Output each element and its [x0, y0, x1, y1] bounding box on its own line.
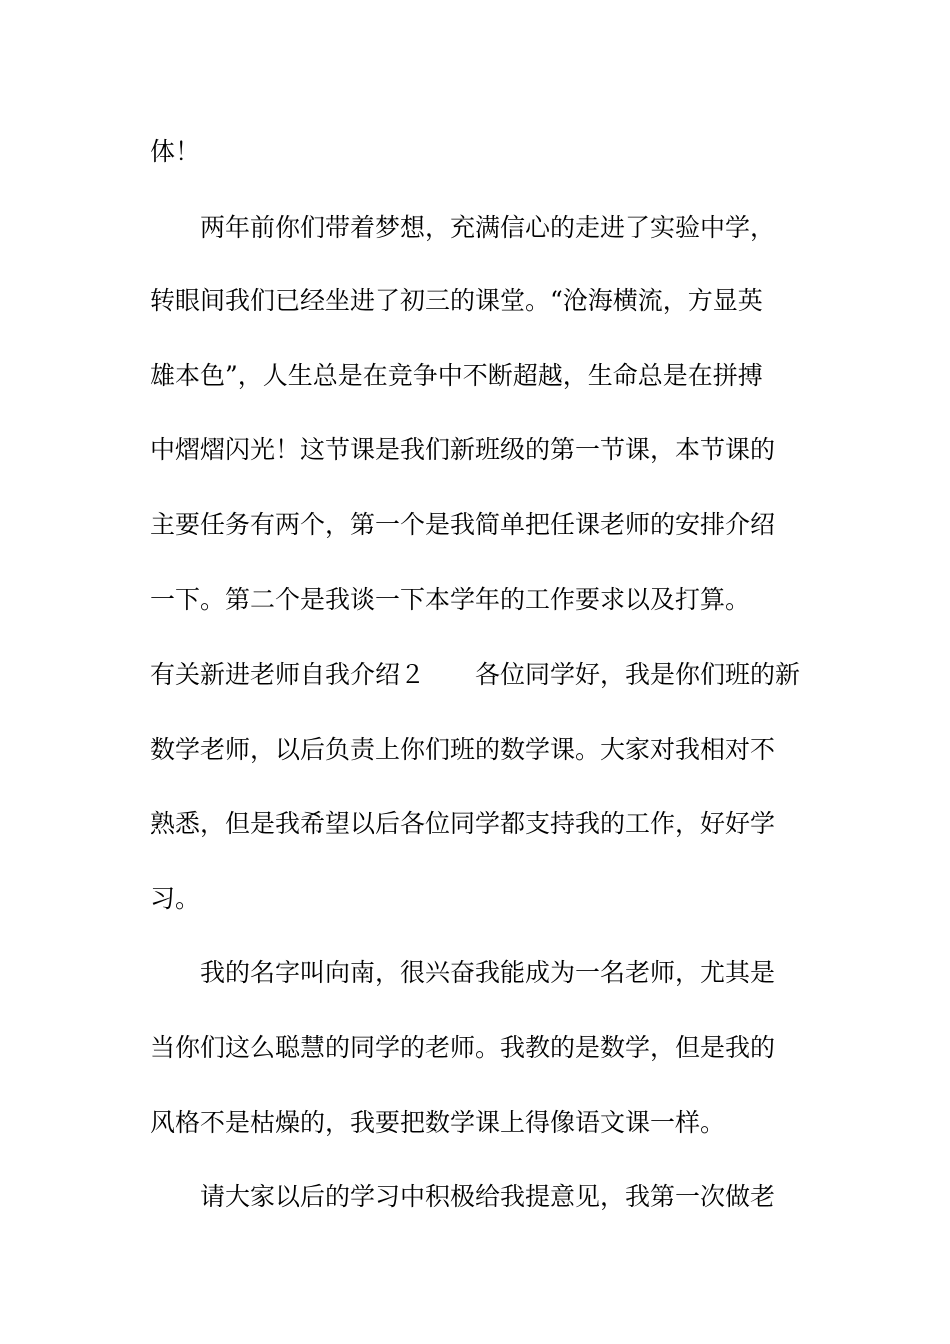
text-line: 当你们这么聪慧的同学的老师。我教的是数学，但是我的: [150, 1033, 776, 1062]
text-line: 转眼间我们已经坐进了初三的课堂。“沧海横流，方显英: [150, 286, 763, 315]
text-line: 请大家以后的学习中积极给我提意见，我第一次做老: [150, 1182, 776, 1211]
text-line: 一下。第二个是我谈一下本学年的工作要求以及打算。: [150, 585, 751, 614]
text-line: 数学老师，以后负责上你们班的数学课。大家对我相对不: [150, 735, 776, 764]
text-line: 有关新进老师自我介绍２ 各位同学好，我是你们班的新: [150, 660, 801, 689]
text-line: 熟悉，但是我希望以后各位同学都支持我的工作，好好学: [150, 809, 776, 838]
text-line: 我的名字叫向南，很兴奋我能成为一名老师，尤其是: [150, 958, 776, 987]
text-line: 主要任务有两个，第一个是我简单把任课老师的安排介绍: [150, 510, 776, 539]
text-line: 中熠熠闪光！这节课是我们新班级的第一节课，本节课的: [150, 435, 776, 464]
text-line: 习。: [150, 884, 201, 913]
text-line: 体！: [150, 137, 201, 166]
text-line: 风格不是枯燥的，我要把数学课上得像语文课一样。: [150, 1108, 726, 1137]
text-line: 两年前你们带着梦想，充满信心的走进了实验中学，: [150, 213, 776, 242]
text-line: 雄本色”，人生总是在竞争中不断超越，生命总是在拼搏: [150, 361, 763, 390]
